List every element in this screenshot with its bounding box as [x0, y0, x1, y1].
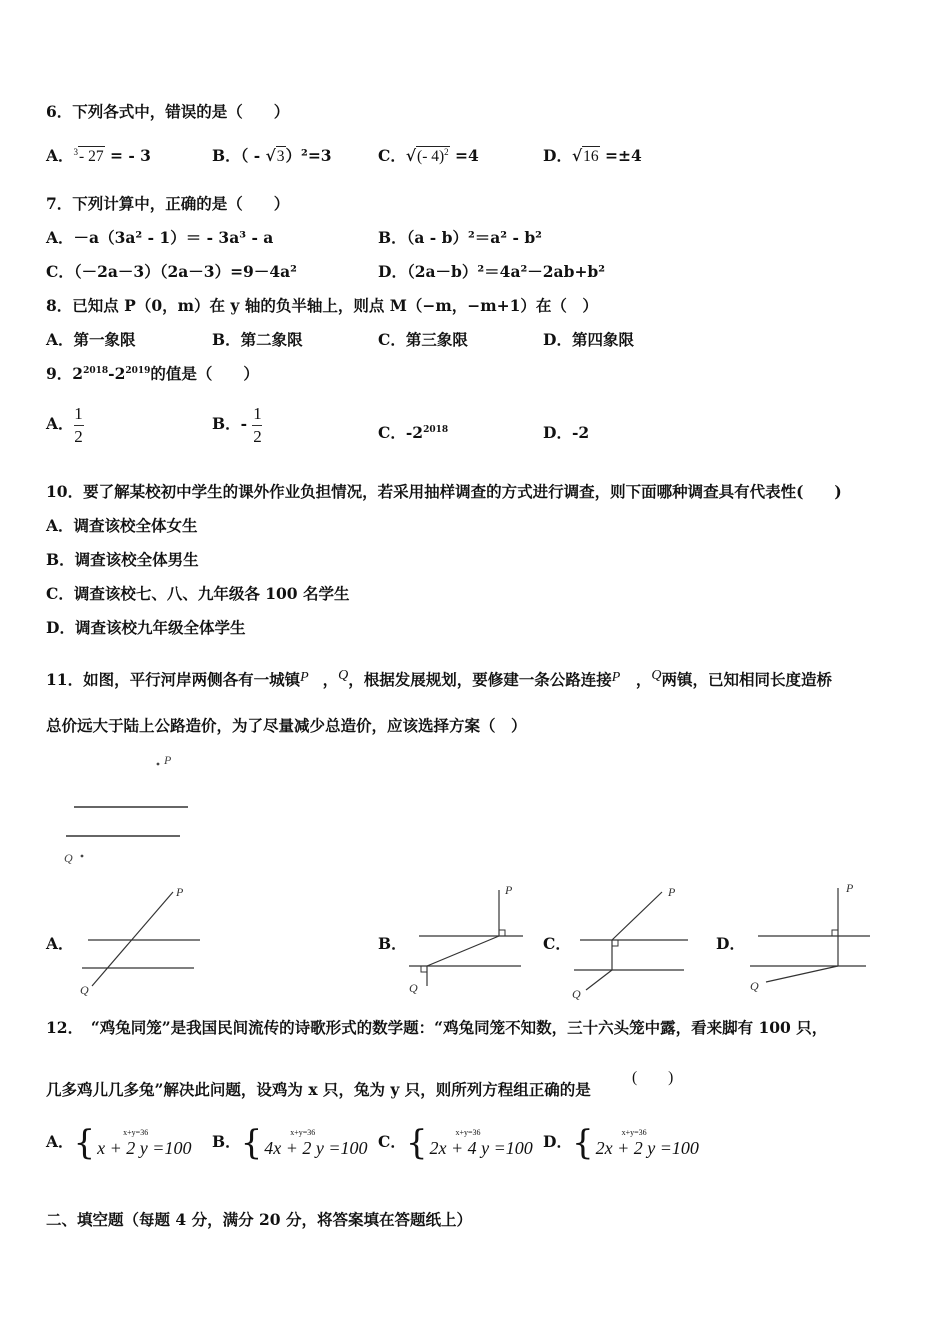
fig-q-label: Q	[64, 851, 73, 865]
q9-b-num: 1	[253, 403, 262, 423]
q7-option-d	[378, 262, 605, 282]
q11-figure-c	[570, 880, 695, 1005]
q9-c-exp: 2018	[423, 424, 449, 435]
q11-figure-a	[76, 882, 206, 1002]
q12-c-system	[429, 1128, 532, 1158]
q12-d-eq2: 2x + 2 y =100	[595, 1138, 699, 1158]
q9-b-sign: -	[240, 414, 253, 433]
q9-stem-pre: 9．2	[46, 364, 84, 383]
q12-b-eq2: 4x + 2 y =100	[264, 1138, 368, 1158]
q12-a-eq1: x+y=36	[123, 1128, 149, 1137]
q6-b-label: B．	[212, 146, 241, 165]
q11-line1: 11．如图，平行河岸两侧各有一城镇P ，Q，根据发展规划，要修建一条公路连接P ，Q两镇，已知相同长度造桥	[46, 668, 833, 689]
q7-b-label: B．	[378, 228, 407, 247]
q7-c-text: （－2a－3）（2a－3）=9－4a²	[73, 262, 297, 281]
q6-d-rest: =±4	[599, 146, 642, 165]
q11-text-b: ，根据发展规划，要修建一条公路连接	[348, 670, 612, 689]
q7-a-text: －a（3a² - 1）＝ - 3a³ - a	[73, 228, 274, 247]
q11-figure-d	[748, 878, 878, 1003]
q9-c-text: -2	[405, 423, 424, 442]
q9-stem-mid: -2	[108, 364, 126, 383]
q9-b-fraction	[252, 405, 262, 446]
route-a	[92, 892, 173, 986]
q12-option-c	[378, 1123, 533, 1163]
q6-c-radical	[416, 146, 450, 167]
q11-option-c-label: C．	[543, 934, 571, 953]
q8-option-c: C．第三象限	[378, 330, 468, 349]
q8-option-a: A．第一象限	[46, 330, 136, 349]
q8-option-b: B．第二象限	[212, 330, 303, 349]
q12-c-label: C．	[378, 1132, 406, 1151]
q9-option-d: D．-2	[543, 423, 590, 442]
q6-option-b: B．（ - √3）²=3	[212, 146, 332, 165]
q11-text-a: 11．如图，平行河岸两侧各有一城镇	[46, 670, 301, 689]
q12-b-system	[264, 1128, 367, 1158]
q12-c-brace: {	[405, 1123, 428, 1163]
q6-d-label: D．	[543, 146, 572, 165]
q12-b-label: B．	[212, 1132, 241, 1151]
q12-b-eq1: x+y=36	[290, 1128, 316, 1137]
q12-option-b	[212, 1123, 368, 1163]
q7-option-b	[378, 228, 542, 248]
q9-b-label: B．	[212, 414, 241, 433]
q12-b-brace: {	[240, 1123, 263, 1163]
q6-a-label: A．	[46, 146, 74, 165]
q10-option-a: A．调查该校全体女生	[46, 516, 198, 535]
q7-c-label: C．	[46, 262, 74, 281]
q12-line2: 几多鸡儿几多兔”解决此问题，设鸡为 x 只，兔为 y 只，则所列方程组正确的是	[46, 1080, 591, 1099]
q6-c-label: C．	[378, 146, 406, 165]
fig-c-p: P	[668, 885, 676, 899]
q9-exp2: 2019	[125, 365, 151, 376]
q9-a-num: 1	[74, 403, 83, 423]
q9-a-label: A．	[46, 414, 74, 433]
q10-stem: 10．要了解某校初中学生的课外作业负担情况，若采用抽样调查的方式进行调查，则下面哪种调查具有代表性( )	[46, 482, 842, 501]
q7-option-a	[46, 228, 273, 248]
q11-p-inline-2: P	[611, 670, 621, 685]
q7-b-text: （a - b）²＝a² - b²	[406, 228, 542, 247]
q6-b-radical: 3	[276, 148, 285, 165]
q6-d-radical: 16	[583, 148, 599, 165]
q7-d-label: D．	[378, 262, 407, 281]
q12-option-a	[46, 1123, 192, 1163]
q9-c-label: C．	[378, 423, 406, 442]
q12-answer-paren: ( )	[632, 1069, 674, 1086]
fig-a-p: P	[176, 885, 184, 899]
q6-b-rest: ）²=3	[285, 146, 332, 165]
q11-line2: 总价远大于陆上公路造价，为了尽量减少总造价，应该选择方案（ ）	[46, 716, 527, 735]
q11-river-figure	[60, 750, 200, 870]
fig-p-dot	[157, 763, 160, 766]
q12-a-system	[97, 1128, 191, 1158]
q11-q-inline: Q	[338, 668, 349, 683]
q9-b-den: 2	[253, 426, 262, 446]
q11-option-d-label: D．	[716, 934, 745, 953]
q7-d-text: （2a－b）²＝4a²－2ab+b²	[406, 262, 606, 281]
q11-q-inline-2: Q	[651, 668, 662, 683]
fig-p-label: P	[164, 753, 172, 767]
q11-p-inline: P	[300, 670, 309, 685]
q12-d-brace: {	[571, 1123, 594, 1163]
q11-figure-b	[405, 878, 530, 1003]
q10-option-b: B．调查该校全体男生	[46, 550, 199, 569]
fig-b-p: P	[505, 883, 513, 897]
q9-a-den: 2	[74, 426, 83, 446]
fig-c-q: Q	[572, 987, 581, 1001]
q12-a-label: A．	[46, 1132, 74, 1151]
q6-option-d: D．√16 =±4	[543, 146, 642, 165]
q8-option-d: D．第四象限	[543, 330, 634, 349]
q7-a-label: A．	[46, 228, 74, 247]
q9-stem-post: 的值是（ ）	[150, 364, 259, 383]
q12-c-eq2: 2x + 4 y =100	[429, 1138, 533, 1158]
q12-a-brace: {	[73, 1123, 96, 1163]
q6-option-a	[46, 146, 151, 167]
q12-line1: 12． “鸡兔同笼”是我国民间流传的诗歌形式的数学题：“鸡兔同笼不知数，三十六头笼中露，看来脚有 100 只，	[46, 1018, 828, 1037]
q6-a-radical: - 27	[79, 148, 104, 165]
q12-d-eq1: x+y=36	[621, 1128, 647, 1137]
q9-option-c	[378, 423, 448, 443]
q6-b-pre: （ -	[240, 146, 266, 165]
fig-d-q: Q	[750, 979, 759, 993]
q6-a-rest: = - 3	[104, 146, 151, 165]
q6-c-radicand: (- 4)	[417, 148, 445, 165]
q6-c-rest: =4	[449, 146, 479, 165]
q8-stem: 8．已知点 P（0，m）在 y 轴的负半轴上，则点 M（−m，−m+1）在（ ）	[46, 296, 598, 315]
q11-text-c: 两镇，已知相同长度造桥	[661, 670, 833, 689]
q7-stem: 7．下列计算中，正确的是（ ）	[46, 194, 290, 213]
q10-option-d: D．调查该校九年级全体学生	[46, 618, 246, 637]
q6-stem: 6．下列各式中，错误的是（ ）	[46, 102, 290, 121]
q12-d-label: D．	[543, 1132, 572, 1151]
q11-option-b-label: B．	[378, 934, 407, 953]
q9-stem	[46, 364, 259, 384]
q12-c-eq1: x+y=36	[455, 1128, 481, 1137]
q9-option-a	[46, 402, 84, 446]
q11-option-a-label: A．	[46, 934, 74, 953]
fig-q-dot	[81, 855, 84, 858]
q6-a-root-index: 3	[73, 146, 79, 157]
fig-b-q: Q	[409, 981, 418, 995]
q9-a-fraction	[74, 405, 84, 446]
q9-exp1: 2018	[83, 365, 109, 376]
q6-c-exp: 2	[444, 146, 449, 157]
q12-d-system	[596, 1128, 699, 1158]
q12-a-eq2: x + 2 y =100	[97, 1138, 192, 1158]
fig-a-q: Q	[80, 983, 89, 997]
q10-option-c: C．调查该校七、八、九年级各 100 名学生	[46, 584, 350, 603]
section-2-heading: 二、填空题（每题 4 分，满分 20 分，将答案填在答题纸上）	[46, 1210, 472, 1229]
fig-d-p: P	[846, 881, 854, 895]
q9-option-b	[212, 402, 262, 446]
q7-option-c	[46, 262, 297, 282]
q6-option-c: C．√(- 4)$^2$ =4	[378, 146, 479, 165]
q12-option-d	[543, 1123, 699, 1163]
